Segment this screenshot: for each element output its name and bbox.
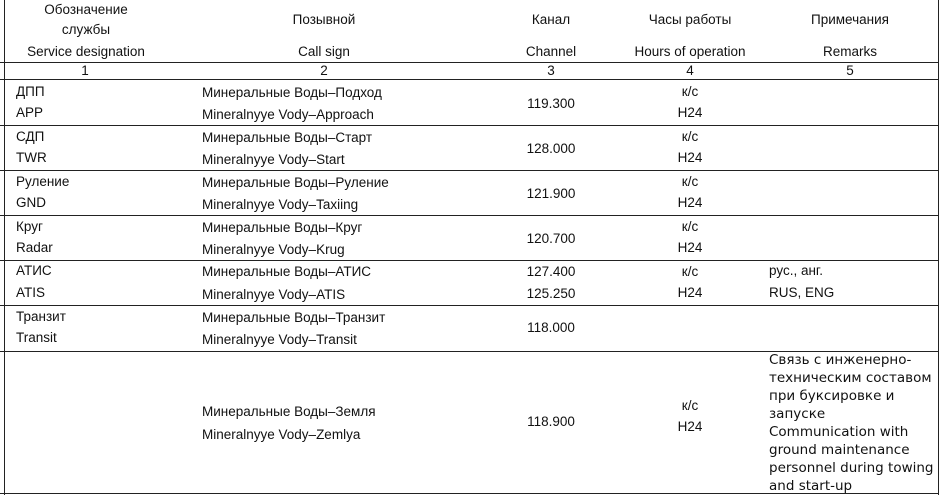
header-col1-line1: Обозначение [44,2,128,17]
channel-secondary: 125.250 [526,286,576,301]
channel: 118.900 [527,414,575,429]
service-en: APP [16,105,44,120]
channel: 120.700 [526,231,576,246]
left-border [4,0,5,495]
callsign-en: Mineralnyye Vody–Start [202,152,345,167]
callsign-ru: Минеральные Воды–Руление [202,175,389,190]
hours-ru: к/с [681,398,699,413]
service-ru: АТИС [16,263,52,278]
col-number-3: 3 [547,63,555,78]
row-rule-2 [0,170,939,171]
header-col2-line2: Call sign [298,44,350,59]
col-number-1: 1 [81,63,89,78]
callsign-ru: Минеральные Воды–Земля [202,404,376,419]
header-col5-line1: Примечания [811,12,889,27]
remarks-line: personnel during towing [769,460,934,476]
channel: 118.000 [527,320,575,335]
hours-ru: к/с [681,219,699,234]
callsign-en: Mineralnyye Vody–Transit [202,332,357,347]
remarks-ru: рус., анг. [769,263,823,278]
remarks-line: ground maintenance [769,442,910,458]
hours-en: H24 [677,150,703,165]
hours-en: H24 [677,105,703,120]
header-col2-line1: Позывной [292,12,356,27]
callsign-en: Mineralnyye Vody–Approach [202,107,374,122]
service-ru: СДП [16,129,45,144]
remarks-line: запуске [769,406,826,422]
colnum-bottom-rule [0,79,939,80]
callsign-en: Mineralnyye Vody–Taxiing [202,197,359,212]
callsign-ru: Минеральные Воды–Подход [202,85,382,100]
service-ru: Круг [16,219,43,234]
service-ru: Руление [16,174,70,189]
header-col1-line2: службы [61,22,111,37]
header-bottom-rule [0,62,939,63]
service-en: Radar [16,240,53,255]
service-en: GND [16,195,46,210]
hours-en: H24 [677,195,703,210]
service-en: TWR [16,150,47,165]
service-en: Transit [16,330,57,345]
hours-en: H24 [677,285,703,300]
remarks-line: and start-up [769,478,853,494]
header-col3-line2: Channel [525,44,577,59]
header-col3-line1: Канал [531,12,571,27]
col-number-5: 5 [846,63,854,78]
callsign-en: Mineralnyye Vody–ATIS [202,287,346,302]
col-number-4: 4 [686,63,694,78]
row-rule-1 [0,125,939,126]
remarks-line: при буксировке и [769,388,895,404]
hours-ru: к/с [681,264,699,279]
row-rule-5 [0,305,939,306]
hours-ru: к/с [681,129,699,144]
callsign-en: Mineralnyye Vody–Krug [202,242,345,257]
channel: 119.300 [527,96,575,111]
remarks-en: RUS, ENG [769,285,835,300]
remarks-line: Связь с инженерно- [769,352,912,368]
header-col1-line3: Service designation [27,44,145,59]
row-rule-4 [0,260,939,261]
callsign-en: Mineralnyye Vody–Zemlya [202,427,361,442]
channel: 128.000 [526,141,576,156]
service-ru: ДПП [16,84,45,99]
hours-en: H24 [677,240,703,255]
header-col4-line2: Hours of operation [634,44,746,59]
callsign-ru: Минеральные Воды–Транзит [202,310,386,325]
channel-primary: 127.400 [526,264,576,279]
callsign-ru: Минеральные Воды–Старт [202,130,373,145]
callsign-ru: Минеральные Воды–АТИС [202,264,372,279]
hours-ru: к/с [681,174,699,189]
remarks-line: техническим составом [769,370,932,386]
remarks-block [769,351,939,495]
service-en: ATIS [16,285,46,300]
callsign-ru: Минеральные Воды–Круг [202,220,363,235]
header-col5-line2: Remarks [822,44,877,59]
header-col4-line1: Часы работы [648,12,732,27]
hours-en: H24 [677,419,703,434]
service-ru: Транзит [16,309,66,324]
remarks-line: Communication with [769,424,909,440]
channel: 121.900 [526,186,576,201]
hours-ru: к/с [681,84,699,99]
row-rule-3 [0,215,939,216]
col-number-2: 2 [320,63,328,78]
